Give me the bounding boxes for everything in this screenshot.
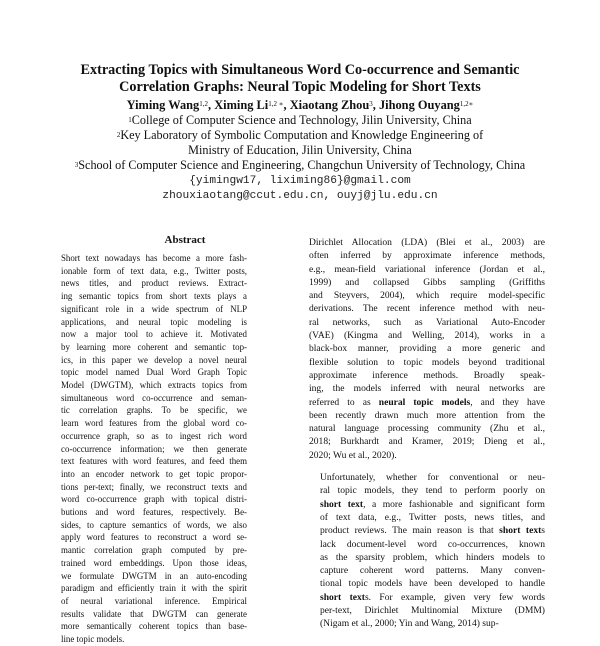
text-line: learn word features from the global word co- xyxy=(61,418,247,429)
text-line: flexible solution to topic models beyond traditional xyxy=(309,356,545,368)
affiliation-1: $^1$College of Computer Science and Technology, Jilin University, China xyxy=(128,113,472,127)
text-line: trained word embeddings. Upon those ideas, xyxy=(61,557,247,568)
intro-body xyxy=(309,236,545,631)
text-line: tions per-text; finally, we reconstruct texts and xyxy=(61,481,247,492)
text-line: sides, to capture semantics of words, we also xyxy=(61,519,247,530)
text-line: line topic models. xyxy=(61,634,125,645)
text-line: significant role in a wide spectrum of NLP xyxy=(61,303,247,314)
author-affil-mark: 1,2 ∗ xyxy=(268,100,284,108)
author-affil-mark: 1,2∗ xyxy=(459,100,474,108)
text-line: Unfortunately, whether for conventional or neu- xyxy=(320,472,545,484)
text-line: co-occurrence information; we then generate xyxy=(61,443,247,454)
text-line: 2018; Burkhardt and Kramer, 2019; Dieng et al., xyxy=(309,436,545,448)
text-line: product reviews. The main reason is that short texts xyxy=(320,525,545,537)
text-line: (VAE) (Kingma and Welling, 2014), works in a xyxy=(309,330,545,342)
text-line: applications, and neural topic modeling is xyxy=(61,316,247,327)
text-line: (Nigam et al., 2000; Yin and Wang, 2014) sup- xyxy=(320,618,499,630)
text-line: mantic correlation graph computed by pre- xyxy=(61,545,247,556)
text-line: apply word features to reconstruct a word se- xyxy=(61,532,247,543)
text-line: news titles, and product reviews. Extract- xyxy=(61,278,247,289)
author-affil-mark: 1,2 xyxy=(199,100,208,108)
text-line: tic correlation graphs. To be specific, we xyxy=(61,405,247,416)
affiliation-2-cont: Ministry of Education, Jilin University, China xyxy=(188,143,412,157)
text-line: now a major tool to achieve it. Motivated xyxy=(61,329,247,340)
affiliation-2: $^2$Key Laboratory of Symbolic Computation and Knowledge Engineering of xyxy=(116,128,484,142)
text-line: Dirichlet Allocation (LDA) (Blei et al., 2003) are xyxy=(309,237,545,248)
affiliation-3: $^3$School of Computer Science and Engineering, Changchun University of Technology, China xyxy=(74,158,526,172)
author-list: Yiming Wang$^{1,2}$, Ximing $Li^{1,2 ∗}$, Xiaotang Zhou$^3$, Jihong Ouyang$^{1,2∗}$ xyxy=(126,98,474,112)
abstract-body xyxy=(61,252,247,646)
intro-paragraph-1 xyxy=(309,236,545,462)
text-line: and Steyvers, 2004), which require model-specific xyxy=(309,290,545,302)
paper-title-line-1: Extracting Topics with Simultaneous Word Co-occurrence and Semantic xyxy=(80,62,520,78)
text-line: ionable form of text data, e.g., Twitter posts, xyxy=(61,265,247,276)
text-line: often inferred by approximate inference methods, xyxy=(309,250,545,262)
text-line: more semantically coherent topics than base- xyxy=(61,621,247,632)
text-line: 2020; Wu et al., 2020). xyxy=(309,449,397,461)
text-line: lack document-level word co-occurrences, known xyxy=(320,538,545,550)
author-name: Yiming Wang xyxy=(126,98,200,112)
text-line: we formulate DWGTM in an auto-encoding xyxy=(61,570,247,581)
text-line: approximate inference methods. Broadly speak- xyxy=(309,369,545,381)
author-name: Jihong Ouyang xyxy=(378,98,460,112)
text-line: of neural variational inference. Empirical xyxy=(61,595,247,606)
text-line: tional topic models have been developed to handle xyxy=(320,578,545,590)
author-name: Ximing Li xyxy=(214,98,269,112)
author-affil-mark: 3 xyxy=(369,100,373,108)
text-line: per-text, Dirichlet Multinomial Mixture (DMM) xyxy=(320,605,545,617)
paper-title-line-2: Correlation Graphs: Neural Topic Modeling for Short Texts xyxy=(119,79,481,95)
text-line: text features with word features, and feed them xyxy=(61,456,247,467)
text-line: black-box manner, providing a more generic and xyxy=(309,343,545,355)
text-line: ing, the models inferred with neural networks are xyxy=(309,383,545,395)
text-line: capture coherent word patterns. Many conven- xyxy=(320,565,545,577)
text-line: into an encoder network to get topic propor- xyxy=(61,468,247,479)
text-line: as the sparsity problem, which hinders models to xyxy=(320,551,545,563)
abstract-heading: Abstract xyxy=(164,234,206,246)
text-line: e.g., mean-field variational inference (Jordan et al., xyxy=(309,263,545,275)
text-line: butions and word features, respectively. Be- xyxy=(61,507,247,518)
email-line-2: zhouxiaotang@ccut.edu.cn, ouyj@jlu.edu.cn xyxy=(162,190,438,202)
text-line: of text data, e.g., Twitter posts, news titles, and xyxy=(320,511,545,523)
text-line: ral topic models, they tend to perform poorly on xyxy=(320,485,545,497)
text-line: occurrence graph, so as to ingest rich word xyxy=(61,430,247,441)
intro-paragraph-2 xyxy=(309,471,545,631)
text-line: 1999) and collapsed Gibbs sampling (Griffiths xyxy=(309,276,545,288)
text-line: ral networks, such as Variational Auto-Encoder xyxy=(309,316,545,328)
text-line: ics, in this paper we develop a novel neural xyxy=(61,354,247,365)
text-line: referred to as neural topic models, and they have xyxy=(309,396,546,408)
text-line: natural language processing community (Zhu et al., xyxy=(309,423,545,435)
text-line: results validate that DWGTM can generate xyxy=(61,608,247,619)
text-line: word co-occurrence graph with topical distri- xyxy=(61,494,247,505)
text-line: been recently drawn much more attention from the xyxy=(309,409,545,421)
text-line: Short text nowadays has become a more fash- xyxy=(61,253,247,263)
email-line-1: {yimingw17, liximing86}@gmail.com xyxy=(189,175,411,187)
text-line: short text, a more fashionable and significant form xyxy=(320,498,545,510)
text-line: simultaneous word co-occurrence and seman- xyxy=(61,392,247,403)
text-line: Model (DWGTM), which extracts topics from xyxy=(61,380,247,391)
author-name: Xiaotang Zhou xyxy=(289,98,370,112)
text-line: short texts. For example, given very few words xyxy=(320,591,545,603)
text-line: by learning more coherent and semantic top- xyxy=(61,341,247,352)
text-line: derivations. The recent inference method with neu- xyxy=(309,303,545,315)
text-line: topic model named Dual Word Graph Topic xyxy=(61,367,247,378)
text-line: paradigm and efficiently train it with the spirit xyxy=(61,583,247,594)
text-line: ing semantic topics from short texts plays a xyxy=(61,291,247,302)
